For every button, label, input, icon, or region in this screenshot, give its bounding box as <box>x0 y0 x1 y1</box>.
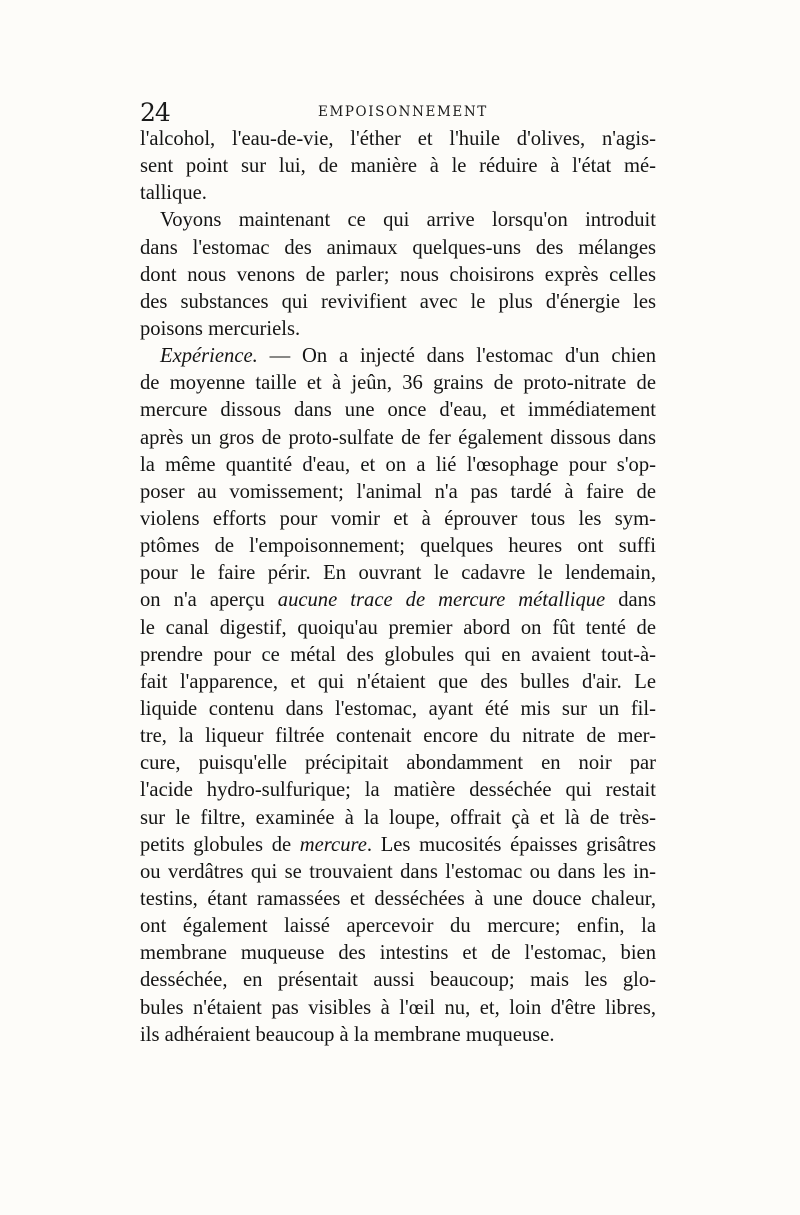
emphasis-text: mercure <box>299 833 367 856</box>
text-line: ptômes de l'empoisonnement; quelques heures ont suffi <box>140 535 656 558</box>
text-line: ils adhéraient beaucoup à la membrane muqueuse. <box>140 1023 555 1046</box>
text-run: dans <box>605 589 656 612</box>
text-line: ou verdâtres qui se trouvaient dans l'estomac ou dans les in- <box>140 860 656 883</box>
text-line: sur le filtre, examinée à la loupe, offrait çà et là de très- <box>140 806 656 829</box>
running-title: EMPOISONNEMENT <box>318 104 488 120</box>
text-line <box>140 832 656 859</box>
text-run: . Les mucosités épaisses grisâtres <box>366 833 656 856</box>
text-line: l'acide hydro-sulfurique; la matière desséchée qui restait <box>140 779 656 802</box>
text-line: membrane muqueuse des intestins et de l'estomac, bien <box>140 942 656 965</box>
text-line: tre, la liqueur filtrée contenait encore du nitrate de mer- <box>140 725 656 748</box>
text-line: bules n'étaient pas visibles à l'œil nu, et, loin d'être libres, <box>140 996 656 1019</box>
text-line: des substances qui revivifient avec le plus d'énergie les <box>140 290 656 313</box>
body-text <box>140 126 656 1049</box>
text-line: après un gros de proto-sulfate de fer également dissous dans <box>140 426 656 449</box>
text-line: cure, puisqu'elle précipitait abondamment en noir par <box>140 752 656 775</box>
text-line: dont nous venons de parler; nous choisirons exprès celles <box>140 263 656 286</box>
experience-heading: Expérience. <box>160 345 258 368</box>
page-number: 24 <box>140 98 170 127</box>
text-line: ont également laissé apercevoir du mercure; enfin, la <box>140 915 656 938</box>
text-line: de moyenne taille et à jeûn, 36 grains de proto-nitrate de <box>140 372 656 395</box>
paragraph-start: Voyons maintenant ce qui arrive lorsqu'on introduit <box>160 209 656 232</box>
text-line: prendre pour ce métal des globules qui en avaient tout-à- <box>140 643 656 666</box>
text-line: dans l'estomac des animaux quelques-uns des mélanges <box>140 236 656 259</box>
text-line <box>140 587 656 614</box>
text-line: desséchée, en présentait aussi beaucoup; mais les glo- <box>140 969 656 992</box>
text-line: pour le faire périr. En ouvrant le cadavre le lendemain, <box>140 562 656 585</box>
text-line: violens efforts pour vomir et à éprouver tous les sym- <box>140 507 656 530</box>
text-line: fait l'apparence, et qui n'étaient que des bulles d'air. Le <box>140 670 656 693</box>
text-line: liquide contenu dans l'estomac, ayant été mis sur un fil- <box>140 697 656 720</box>
text-line: la même quantité d'eau, et on a lié l'œsophage pour s'op- <box>140 453 656 476</box>
text-run: on n'a aperçu <box>140 589 278 612</box>
text-line: tallique. <box>140 182 207 205</box>
text-line: sent point sur lui, de manière à le réduire à l'état mé- <box>140 155 656 178</box>
experience-paragraph-start <box>140 343 656 370</box>
emphasis-text: aucune trace de mercure métallique <box>277 589 606 612</box>
text-line: le canal digestif, quoiqu'au premier abord on fût tenté de <box>140 616 656 639</box>
text-line: testins, étant ramassées et desséchées à une douce chaleur, <box>140 887 656 910</box>
text-run: petits globules de <box>140 833 300 856</box>
text-line: poisons mercuriels. <box>140 317 301 340</box>
page-header <box>140 98 660 126</box>
text-run: — On a injecté dans l'estomac d'un chien <box>257 345 656 368</box>
text-line: poser au vomissement; l'animal n'a pas tardé à faire de <box>140 480 656 503</box>
text-line: mercure dissous dans une once d'eau, et immédiatement <box>140 399 656 422</box>
text-line: l'alcohol, l'eau-de-vie, l'éther et l'huile d'olives, n'agis- <box>140 128 656 150</box>
